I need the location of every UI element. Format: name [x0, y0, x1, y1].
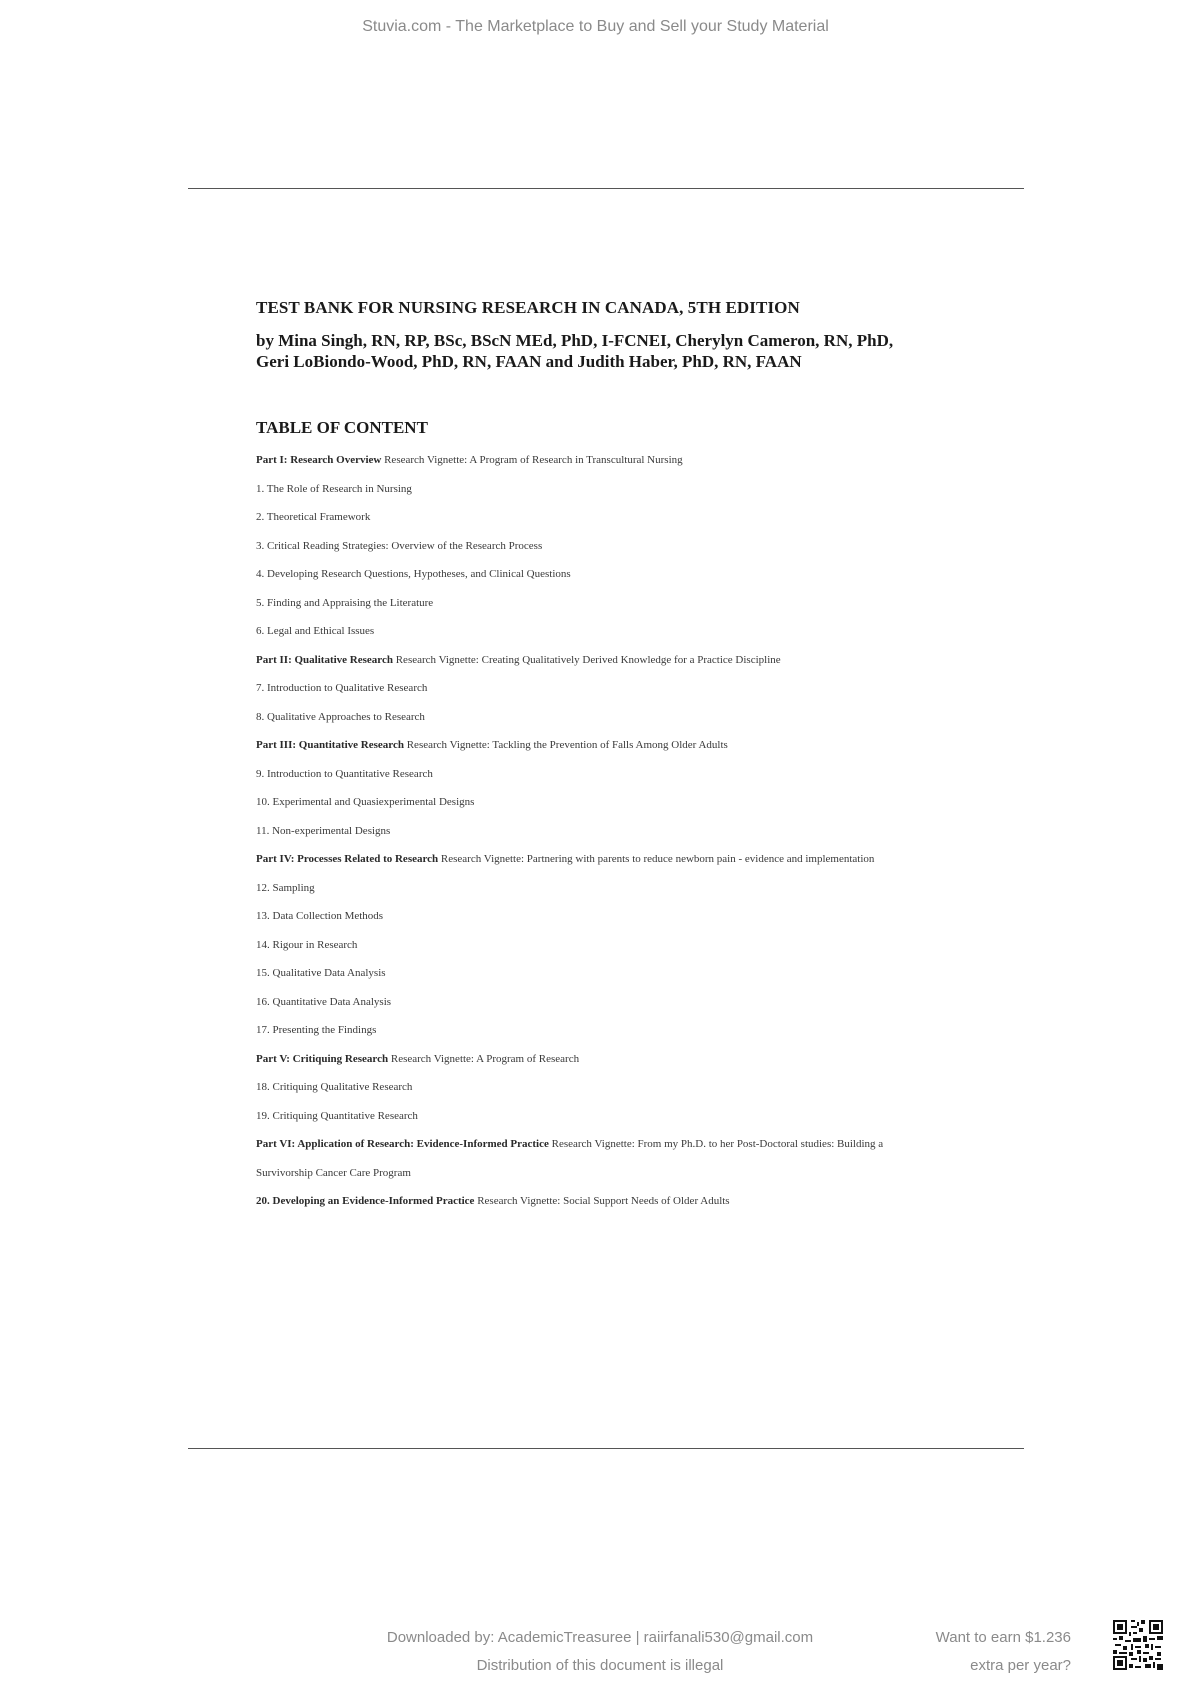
- toc-entry-text: Research Vignette: Tackling the Prevention of Falls Among Older Adults: [403, 739, 728, 751]
- toc-chapter-entry: [256, 988, 996, 1017]
- toc-entry-text: Survivorship Cancer Care Program: [256, 1166, 411, 1179]
- toc-entry-text: 9. Introduction to Quantitative Research: [256, 767, 433, 780]
- toc-part-entry: [256, 1045, 996, 1074]
- toc-chapter-entry: [256, 760, 996, 789]
- toc-entry-text: Research Vignette: From my Ph.D. to her Post-Doctoral studies: Building a: [548, 1138, 884, 1150]
- toc-part-label: Part VI: Application of Research: Evidence-Informed Practice: [256, 1138, 549, 1150]
- toc-chapter-entry: [256, 532, 996, 561]
- toc-chapter-entry: [256, 1102, 996, 1131]
- toc-part-label: 20. Developing an Evidence-Informed Practice: [256, 1195, 475, 1207]
- toc-entry-text: 13. Data Collection Methods: [256, 910, 384, 922]
- toc-part-label: Part IV: Processes Related to Research: [256, 853, 439, 865]
- toc-entry-text: Research Vignette: A Program of Research in Transcultural Nursing: [381, 454, 683, 466]
- toc-entry-text: 16. Quantitative Data Analysis: [256, 995, 392, 1008]
- toc-heading: TABLE OF CONTENT: [256, 418, 428, 437]
- authors: [256, 330, 996, 372]
- toc-chapter-entry: [256, 1159, 996, 1188]
- toc-chapter-entry: [256, 475, 996, 504]
- toc-chapter-entry: [256, 931, 996, 960]
- toc-part-entry: [256, 731, 996, 760]
- toc-entry-text: 5. Finding and Appraising the Literature: [256, 596, 434, 609]
- distribution-notice: Distribution of this document is illegal: [476, 1657, 724, 1674]
- earn-promo-line-1: Want to earn $1.236: [935, 1629, 1071, 1646]
- toc-chapter-entry: [256, 874, 996, 903]
- toc-entry-text: 19. Critiquing Quantitative Research: [256, 1109, 418, 1122]
- toc-part-entry: [256, 1187, 996, 1216]
- toc-entry-text: 4. Developing Research Questions, Hypotheses, and Clinical Questions: [256, 568, 571, 580]
- document-body: [256, 298, 996, 1232]
- toc-chapter-entry: [256, 617, 996, 646]
- toc-entry-text: 10. Experimental and Quasiexperimental Designs: [256, 796, 475, 808]
- toc-entry-text: 14. Rigour in Research: [256, 938, 358, 951]
- toc-part-label: Part II: Qualitative Research: [256, 653, 393, 666]
- stuvia-banner[interactable]: Stuvia.com - The Marketplace to Buy and Sell your Study Material: [362, 18, 829, 35]
- qr-code-icon[interactable]: [1113, 1620, 1163, 1670]
- toc-entry-text: 2. Theoretical Framework: [256, 511, 371, 523]
- toc-part-label: Part V: Critiquing Research: [256, 1052, 389, 1065]
- toc-entry-text: Research Vignette: A Program of Research: [388, 1052, 580, 1065]
- toc-chapter-entry: [256, 560, 996, 589]
- toc-entry-text: Research Vignette: Social Support Needs of Older Adults: [474, 1195, 730, 1207]
- top-divider: [188, 188, 1024, 189]
- toc-entry-text: 1. The Role of Research in Nursing: [256, 482, 412, 495]
- toc-entry-text: Research Vignette: Partnering with parents to reduce newborn pain - evidence and implementation: [438, 853, 875, 865]
- toc-chapter-entry: [256, 674, 996, 703]
- toc-entry-text: Research Vignette: Creating Qualitatively Derived Knowledge for a Practice Discipline: [392, 653, 781, 666]
- toc-entry-text: 17. Presenting the Findings: [256, 1024, 377, 1036]
- earn-promo-line-2: extra per year?: [970, 1657, 1071, 1674]
- bottom-divider: [188, 1448, 1024, 1449]
- toc-part-entry: [256, 446, 996, 475]
- toc-entry-text: 8. Qualitative Approaches to Research: [256, 710, 425, 723]
- toc-part-entry: [256, 1130, 996, 1159]
- toc-chapter-entry: [256, 788, 996, 817]
- toc-part-entry: [256, 646, 996, 675]
- footer-download-info: [340, 1624, 860, 1680]
- document-title: TEST BANK FOR NURSING RESEARCH IN CANADA, 5TH EDITION: [256, 298, 800, 317]
- toc-part-label: Part I: Research Overview: [256, 454, 382, 466]
- toc-entry-text: 18. Critiquing Qualitative Research: [256, 1081, 413, 1093]
- toc-entry-text: 12. Sampling: [256, 881, 315, 894]
- toc-entry-text: 15. Qualitative Data Analysis: [256, 967, 386, 979]
- toc-entry-text: 7. Introduction to Qualitative Research: [256, 682, 428, 694]
- toc-chapter-entry: [256, 902, 996, 931]
- toc-chapter-entry: [256, 959, 996, 988]
- toc-part-label: Part III: Quantitative Research: [256, 739, 404, 751]
- toc-part-entry: [256, 845, 996, 874]
- toc-chapter-entry: [256, 703, 996, 732]
- toc-chapter-entry: [256, 817, 996, 846]
- toc-entry-text: 6. Legal and Ethical Issues: [256, 625, 375, 637]
- toc-entry-text: 3. Critical Reading Strategies: Overview of the Research Process: [256, 539, 543, 552]
- toc-chapter-entry: [256, 1016, 996, 1045]
- toc-chapter-entry: [256, 1073, 996, 1102]
- downloaded-by-text: Downloaded by: AcademicTreasuree | raiirfanali530@gmail.com: [386, 1629, 814, 1646]
- earn-promo[interactable]: [936, 1624, 1071, 1680]
- authors-line-1: by Mina Singh, RN, RP, BSc, BScN MEd, PhD, I-FCNEI, Cherylyn Cameron, RN, PhD,: [256, 331, 894, 350]
- table-of-contents: [256, 446, 996, 1216]
- toc-chapter-entry: [256, 503, 996, 532]
- toc-entry-text: 11. Non-experimental Designs: [256, 824, 391, 837]
- toc-chapter-entry: [256, 589, 996, 618]
- authors-line-2: Geri LoBiondo-Wood, PhD, RN, FAAN and Judith Haber, PhD, RN, FAAN: [256, 352, 802, 371]
